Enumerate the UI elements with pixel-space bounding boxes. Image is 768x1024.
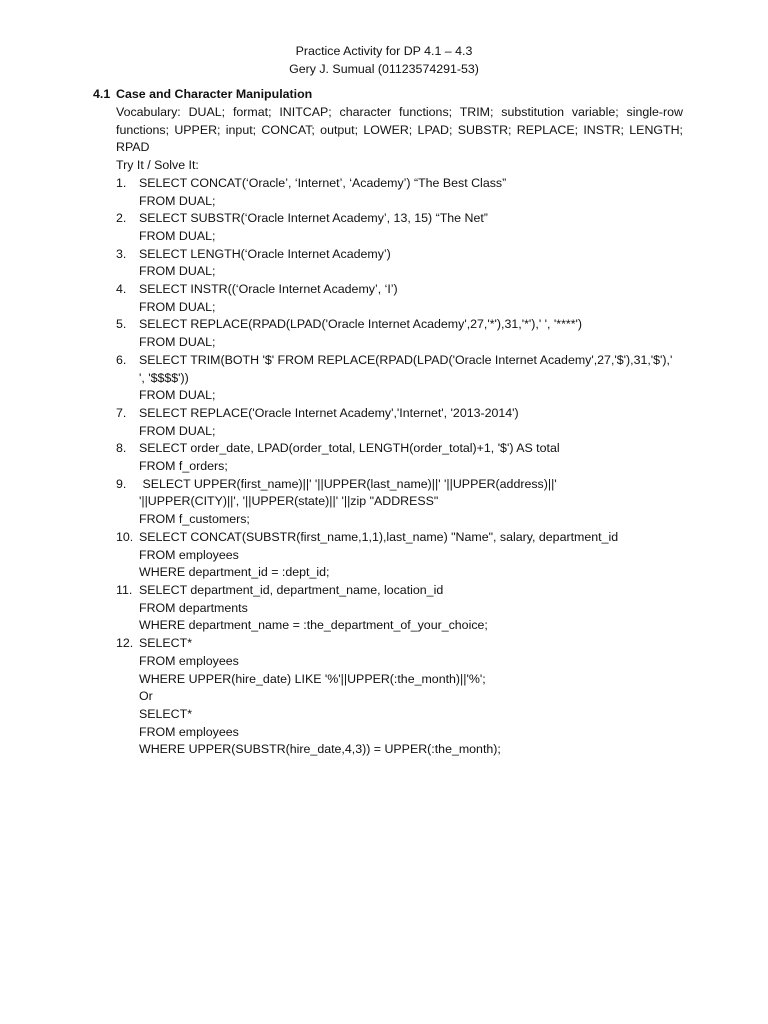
sql-line: SELECT* xyxy=(139,636,193,651)
document-header xyxy=(0,42,768,78)
sql-line: SELECT CONCAT(‘Oracle’, ‘Internet’, ‘Academy’) “The Best Class” xyxy=(139,175,507,190)
sql-line: SELECT INSTR((‘Oracle Internet Academy’, ‘I’) xyxy=(139,282,398,297)
exercise-item xyxy=(116,440,683,475)
exercise-item xyxy=(116,210,683,245)
exercise-number: 4. xyxy=(116,282,127,297)
exercise-number: 7. xyxy=(116,405,127,420)
sql-line: ', '$$$$')) xyxy=(139,370,189,385)
sql-line: WHERE department_id = :dept_id; xyxy=(139,565,330,580)
exercise-number: 8. xyxy=(116,441,127,456)
sql-line: FROM DUAL; xyxy=(139,264,216,279)
exercise-item xyxy=(116,476,683,529)
document-author: Gery J. Sumual (01123574291-53) xyxy=(289,62,479,76)
sql-line: FROM employees xyxy=(139,724,239,739)
sql-line: Or xyxy=(139,689,153,704)
sql-line: WHERE department_name = :the_department_of_your_choice; xyxy=(139,618,488,633)
sql-line: WHERE UPPER(hire_date) LIKE '%'||UPPER(:the_month)||'%'; xyxy=(139,671,486,686)
exercise-number: 12. xyxy=(116,636,134,651)
sql-line: FROM DUAL; xyxy=(139,193,216,208)
sql-line: FROM f_customers; xyxy=(139,512,250,527)
exercise-item xyxy=(116,246,683,281)
exercise-number: 5. xyxy=(116,317,127,332)
sql-line: FROM f_orders; xyxy=(139,459,228,474)
section-body xyxy=(116,104,683,759)
section-number: 4.1 xyxy=(93,87,111,101)
exercise-number: 3. xyxy=(116,246,127,261)
sql-line: WHERE UPPER(SUBSTR(hire_date,4,3)) = UPPER(:the_month); xyxy=(139,742,501,757)
sql-line: FROM DUAL; xyxy=(139,228,216,243)
sql-line: SELECT UPPER(first_name)||' '||UPPER(last_name)||' '||UPPER(address)||' xyxy=(139,476,557,491)
sql-line: SELECT SUBSTR(‘Oracle Internet Academy’, 13, 15) “The Net” xyxy=(139,211,488,226)
sql-line: FROM DUAL; xyxy=(139,423,216,438)
exercise-number: 11. xyxy=(116,582,133,597)
sql-line: FROM DUAL; xyxy=(139,388,216,403)
exercise-number: 10. xyxy=(116,529,134,544)
exercise-number: 6. xyxy=(116,352,127,367)
exercise-item xyxy=(116,316,683,351)
exercise-item xyxy=(116,582,683,635)
exercise-item xyxy=(116,352,683,405)
sql-line: FROM departments xyxy=(139,600,248,615)
section-heading xyxy=(93,86,683,104)
sql-line: SELECT TRIM(BOTH '$' FROM REPLACE(RPAD(LPAD('Oracle Internet Academy',27,'$'),31,'$'),' xyxy=(139,352,673,367)
sql-line: SELECT order_date, LPAD(order_total, LENGTH(order_total)+1, '$') AS total xyxy=(139,441,560,456)
sql-line: SELECT* xyxy=(139,706,193,721)
sql-line: SELECT REPLACE('Oracle Internet Academy','Internet', '2013-2014') xyxy=(139,405,519,420)
try-it-label: Try It / Solve It: xyxy=(116,158,199,173)
exercise-number: 2. xyxy=(116,211,127,226)
sql-line: FROM DUAL; xyxy=(139,335,216,350)
section-4-1 xyxy=(93,86,683,759)
exercise-number: 9. xyxy=(116,476,127,491)
sql-line: SELECT REPLACE(RPAD(LPAD('Oracle Internet Academy',27,'*'),31,'*'),' ', '****') xyxy=(139,317,583,332)
sql-line: SELECT department_id, department_name, location_id xyxy=(139,582,444,597)
exercise-item xyxy=(116,635,683,759)
exercise-item xyxy=(116,281,683,316)
section-title: Case and Character Manipulation xyxy=(116,87,313,101)
sql-line: '||UPPER(CITY)||', '||UPPER(state)||' '||zip "ADDRESS" xyxy=(139,494,439,509)
exercise-item xyxy=(116,175,683,210)
exercise-item xyxy=(116,529,683,582)
sql-line: FROM employees xyxy=(139,653,239,668)
exercise-number: 1. xyxy=(116,175,127,190)
exercise-list xyxy=(116,175,683,759)
vocabulary-paragraph: Vocabulary: DUAL; format; INITCAP; character functions; TRIM; substitution variable; single-row functions; UPPER; input; CONCAT; output; LOWER; LPAD; SUBSTR; REPLACE; INSTR; LENGTH; RPAD xyxy=(116,105,683,155)
exercise-item xyxy=(116,405,683,440)
sql-line: SELECT LENGTH(‘Oracle Internet Academy’) xyxy=(139,246,391,261)
document-title: Practice Activity for DP 4.1 – 4.3 xyxy=(295,44,473,58)
sql-line: SELECT CONCAT(SUBSTR(first_name,1,1),last_name) "Name", salary, department_id xyxy=(139,529,619,544)
sql-line: FROM DUAL; xyxy=(139,299,216,314)
sql-line: FROM employees xyxy=(139,547,239,562)
